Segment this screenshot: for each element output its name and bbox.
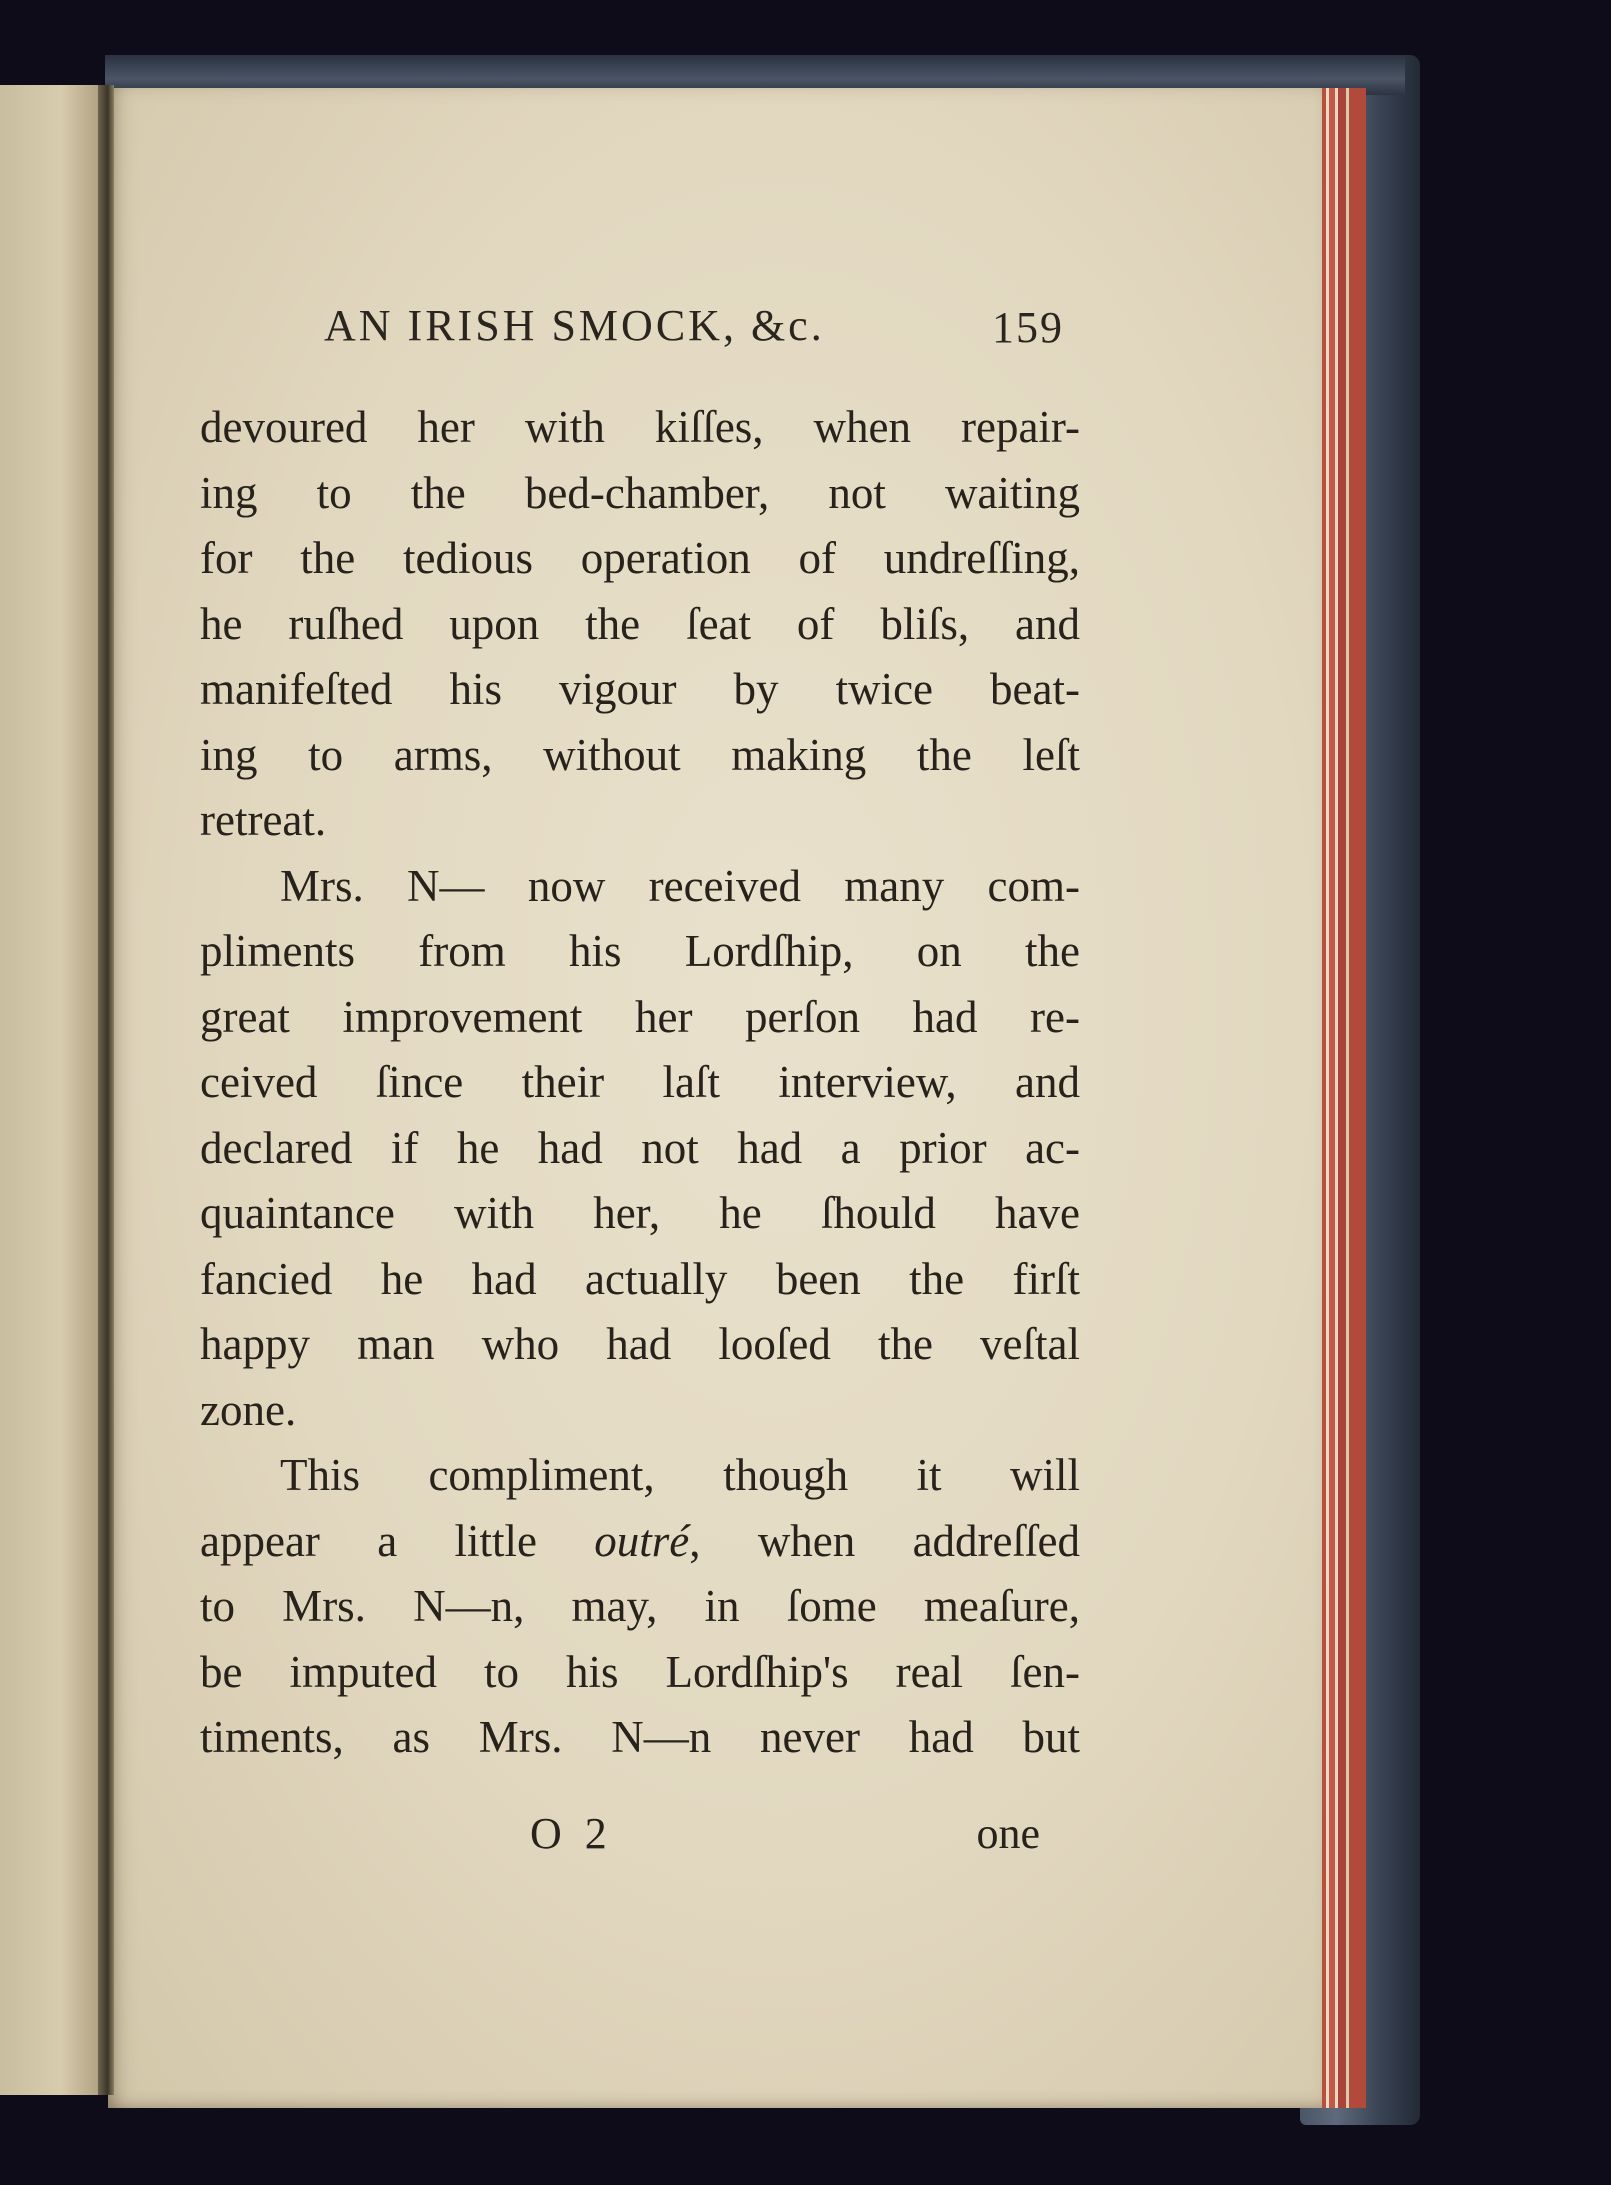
- text-line: fancied he had actually been the firſt: [200, 1253, 1080, 1304]
- text-line: devoured her with kiſſes, when repair-: [200, 402, 1080, 452]
- text-line: great improvement her perſon had re-: [200, 991, 1080, 1042]
- text-line: Mrs. N— now received many com-: [280, 860, 1080, 911]
- text-line: pliments from his Lordſhip, on the: [200, 926, 1080, 976]
- text-line: for the tedious operation of undreſſing,: [200, 533, 1080, 583]
- text-line: This compliment, though it will: [280, 1450, 1080, 1500]
- text-line: zone.: [200, 1384, 297, 1435]
- text-line: happy man who had looſed the veſtal: [200, 1319, 1080, 1369]
- facing-page-edge: [0, 85, 110, 2095]
- text-segment: , when addreſſed: [689, 1515, 1080, 1566]
- page-footer: [200, 1808, 1040, 1868]
- text-line: retreat.: [200, 795, 327, 845]
- book-gutter: [98, 85, 114, 2095]
- text-line-with-italic: [200, 1509, 1080, 1575]
- red-page-edges: [1320, 88, 1366, 2108]
- text-line: declared if he had not had a prior ac-: [200, 1122, 1080, 1173]
- running-title: AN IRISH SMOCK, &c.: [324, 301, 825, 350]
- text-line: quaintance with her, he ſhould have: [200, 1188, 1080, 1238]
- running-head: [210, 300, 1090, 360]
- text-line: he ruſhed upon the ſeat of bliſs, and: [200, 598, 1080, 649]
- page-number: 159: [992, 303, 1064, 352]
- text-line: ceived ſince their laſt interview, and: [200, 1057, 1080, 1107]
- text-line: to Mrs. N—n, may, in ſome meaſure,: [200, 1581, 1080, 1631]
- text-line: be imputed to his Lordſhip's real ſen-: [200, 1646, 1080, 1697]
- text-segment: appear a little: [200, 1515, 537, 1566]
- signature-mark: O 2: [530, 1809, 613, 1858]
- text-line: ing to the bed-chamber, not waiting: [200, 467, 1080, 518]
- italic-word: outré: [594, 1515, 690, 1566]
- catchword: one: [976, 1809, 1040, 1858]
- text-line: ing to arms, without making the leſt: [200, 729, 1080, 780]
- text-line: timents, as Mrs. N—n never had but: [200, 1712, 1080, 1762]
- body-text: [200, 395, 1080, 1771]
- text-line: manifeſted his vigour by twice beat-: [200, 664, 1080, 714]
